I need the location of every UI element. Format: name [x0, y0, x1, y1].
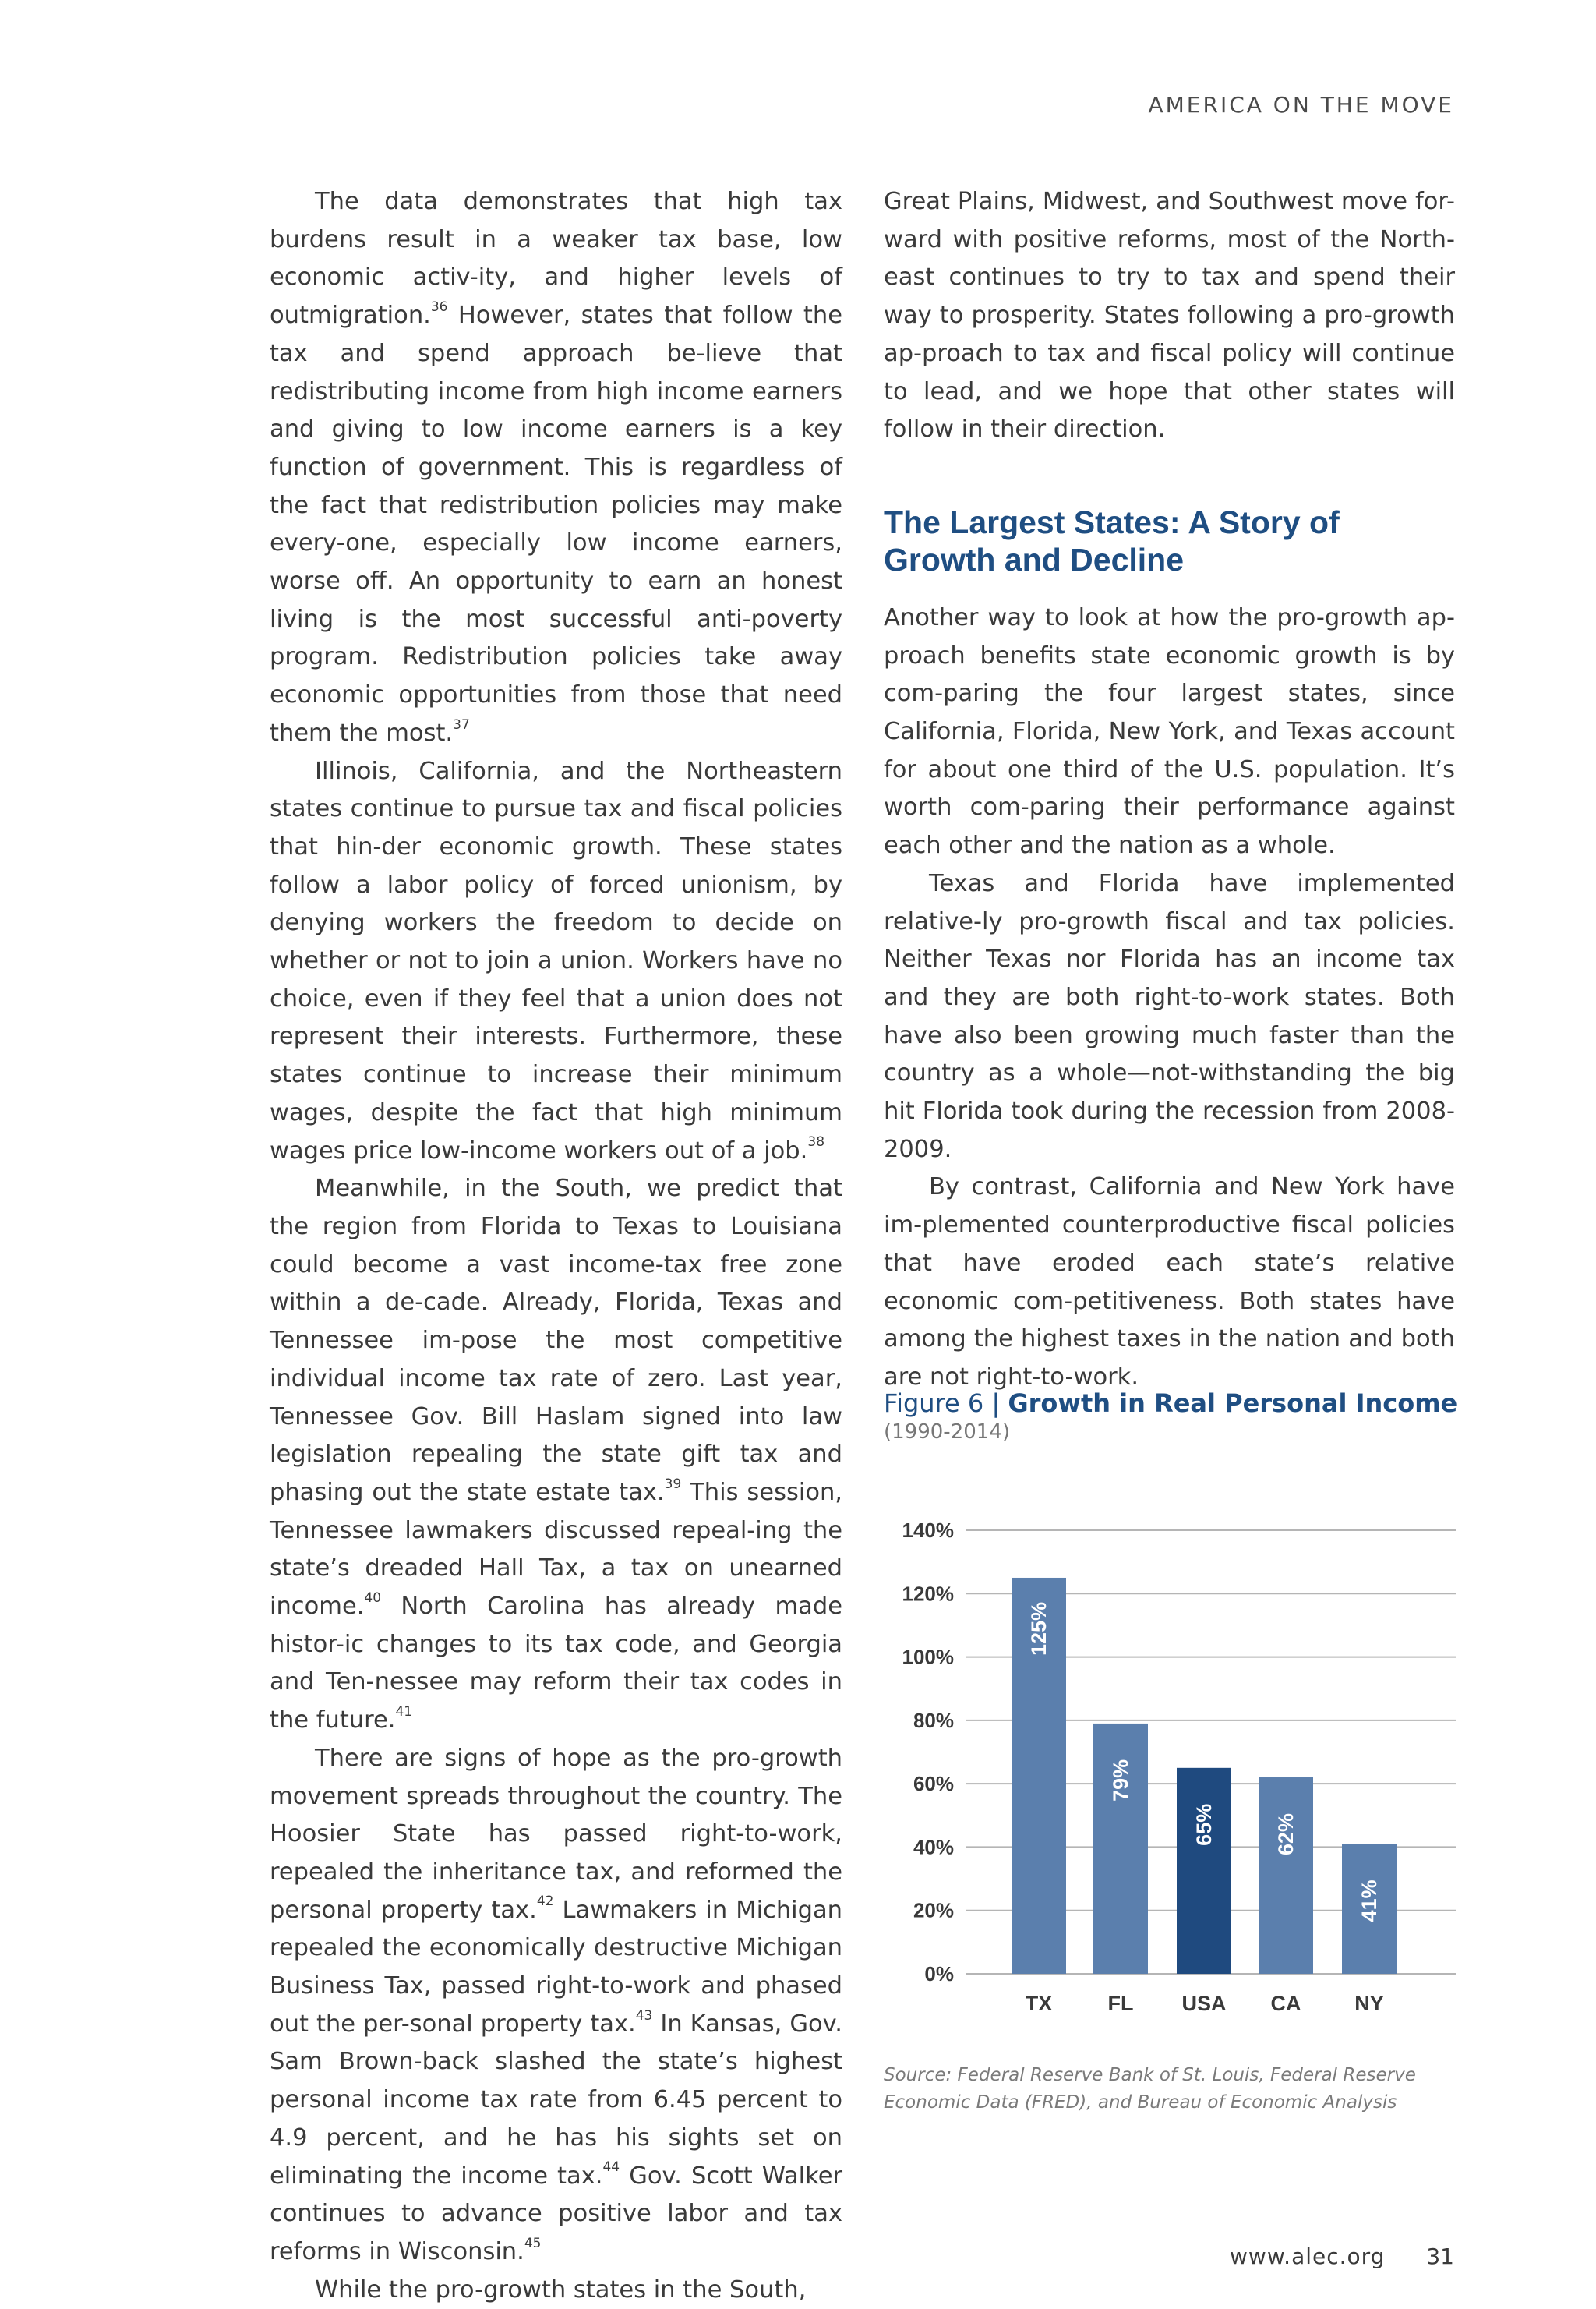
x-tick-label: CA: [1270, 1992, 1301, 2015]
page-number: 31: [1426, 2244, 1454, 2269]
footnote-ref[interactable]: 45: [524, 2235, 542, 2251]
figure-source: Source: Federal Reserve Bank of St. Louis, Federal Reserve Economic Data (FRED), and Bureau of Economic Analysis: [884, 2065, 1416, 2113]
paragraph: The data demonstrates that high tax burdens result in a weaker tax base, low economic activ-ity, and higher levels of outmigration.$^{36}$ However, states that follow the tax and spend approach be-lieve that redistributing income from high income earners and giving to low income earners is a key function of government. This is regardless of the fact that redistribution policies may make every-one, especially low income earners, worse off. An opportunity to earn an honest living is the most successful anti-poverty program. Redistribution policies take away economic opportunities from those that need them the most.$^{37}$: [270, 188, 842, 747]
y-tick-label: 0%: [924, 1962, 954, 1985]
data-label: 62%: [1274, 1812, 1298, 1856]
section-heading: The Largest States: A Story of Growth and Decline: [884, 504, 1340, 578]
paragraph: Another way to look at how the pro-growth ap-proach benefits state economic growth is by com-paring the four largest states, since California, Florida, New York, and Texas account for about one third of the U.S. population. It’s worth com-paring their performance against each other and the nation as a whole.: [884, 603, 1455, 860]
data-label: 79%: [1109, 1759, 1132, 1802]
y-tick-label: 80%: [913, 1708, 954, 1732]
y-tick-label: 20%: [913, 1898, 954, 1922]
x-tick-label: NY: [1354, 1992, 1384, 2015]
running-header: AMERICA ON THE MOVE: [1148, 92, 1454, 118]
y-tick-label: 100%: [902, 1645, 954, 1669]
paragraph: Great Plains, Midwest, and Southwest move for-ward with positive reforms, most of the North-east continues to try to tax and spend their way to prosperity. States following a pro-growth ap-proach to tax and fiscal policy will continue to lead, and we hope that other states will follow in their direction.: [884, 188, 1455, 444]
footnote-ref[interactable]: 44: [602, 2159, 620, 2176]
y-tick-label: 120%: [902, 1582, 954, 1606]
data-label: 125%: [1027, 1601, 1050, 1656]
paragraph: While the pro-growth states in the South,: [315, 2275, 807, 2304]
x-tick-label: TX: [1025, 1992, 1053, 2015]
footnote-ref[interactable]: 37: [453, 716, 470, 733]
footnote-ref[interactable]: 41: [395, 1703, 413, 1720]
figure-label: Figure 6 |: [884, 1388, 1001, 1418]
paragraph: Texas and Florida have implemented relative-ly pro-growth fiscal and tax policies. Neither Texas nor Florida has an income tax and they are both right-to-work states. Both have also been growing much faster than the country as a whole—not-withstanding the big hit Florida took during the recession from 2008-2009.: [884, 869, 1455, 1163]
x-tick-label: FL: [1107, 1992, 1134, 2015]
data-label: 41%: [1358, 1879, 1381, 1922]
left-column: [270, 183, 842, 2309]
paragraph: Illinois, California, and the Northeastern states continue to pursue tax and fiscal policies that hin-der economic growth. These states follow a labor policy of forced unionism, by denying workers the freedom to decide on whether or not to join a union. Workers have no choice, even if they feel that a union does not represent their interests. Furthermore, these states continue to increase their minimum wages, despite the fact that high minimum wages price low-income workers out of a job.$^{38}$: [270, 757, 842, 1165]
y-tick-label: 40%: [913, 1835, 954, 1859]
page-footer: [1230, 2244, 1454, 2269]
right-column: [884, 183, 1455, 1397]
bar-usa: [1177, 1768, 1231, 1974]
paragraph: By contrast, California and New York have im-plemented counterproductive fiscal policies that have eroded each state’s relative economic com-petitiveness. Both states have among the highest taxes in the nation and both are not right-to-work.: [884, 1173, 1455, 1391]
bar-chart: [873, 1501, 1465, 2038]
paragraph: Meanwhile, in the South, we predict that the region from Florida to Texas to Louisiana could become a vast income-tax free zone within a de-cade. Already, Florida, Texas and Tennessee im-pose the most competitive individual income tax rate of zero. Last year, Tennessee Gov. Bill Haslam signed into law legislation repealing the state gift tax and phasing out the state estate tax.$^{39}$ This session, Tennessee lawmakers discussed repeal-ing the state’s dreaded Hall Tax, a tax on unearned income.$^{40}$ North Carolina has already made histor-ic changes to its tax code, and Georgia and Ten-nessee may reform their tax codes in the future.$^{41}$: [270, 1175, 843, 1734]
footnote-ref[interactable]: 40: [364, 1589, 382, 1606]
bar-ca: [1259, 1777, 1313, 1974]
data-label: 65%: [1192, 1803, 1216, 1846]
footnote-ref[interactable]: 42: [536, 1894, 554, 1910]
footnote-ref[interactable]: 43: [635, 2007, 653, 2024]
paragraph: There are signs of hope as the pro-growth movement spreads throughout the country. The Hoosier State has passed right-to-work, repealed the inheritance tax, and reformed the personal property tax.$^{42}$ Lawmakers in Michigan repealed the economically destructive Michigan Business Tax, passed right-to-work and phased out the per-sonal property tax.$^{43}$ In Kansas, Gov. Sam Brown-back slashed the state’s highest personal income tax rate from 6.45 percent to 4.9 percent, and he has his sights set on eliminating the income tax.$^{44}$ Gov. Scott Walker continues to advance positive labor and tax reforms in Wisconsin.$^{45}$: [270, 1744, 843, 2265]
footer-url[interactable]: www.alec.org: [1230, 2244, 1386, 2269]
y-tick-label: 60%: [913, 1772, 954, 1796]
figure-title: [884, 1388, 1460, 1419]
footnote-ref[interactable]: 38: [807, 1134, 825, 1151]
figure-name: Growth in Real Personal Income: [1008, 1388, 1458, 1418]
figure-subtitle: (1990-2014): [884, 1420, 1011, 1444]
footnote-ref[interactable]: 39: [664, 1476, 682, 1492]
figure-caption: [884, 1388, 1460, 1445]
y-tick-label: 140%: [902, 1519, 954, 1542]
footnote-ref[interactable]: 36: [430, 299, 448, 315]
x-tick-label: USA: [1181, 1992, 1227, 2015]
